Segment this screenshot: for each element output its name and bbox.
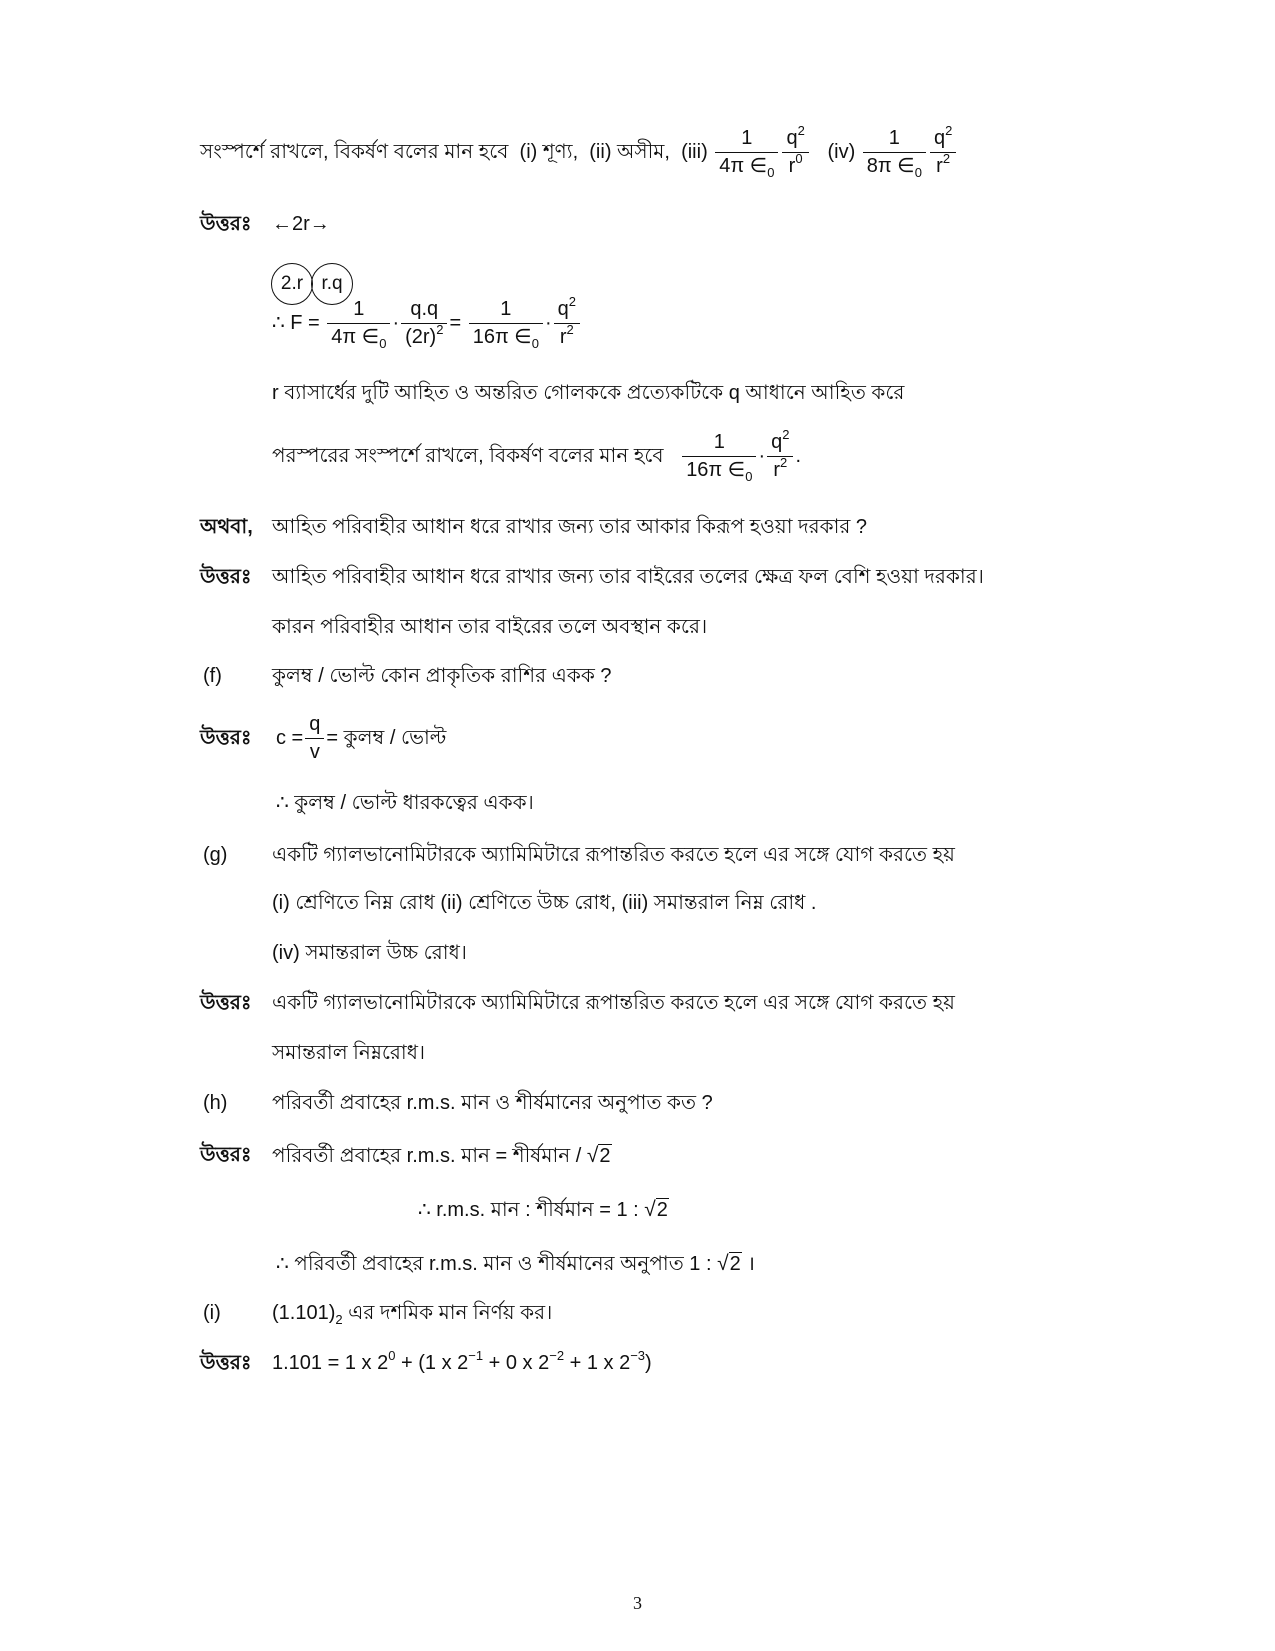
or-label: অথবা, (200, 516, 253, 538)
capacitance-equation: c = $\frac{q}{v}$ = কুলম্ব / ভোল্ট (276, 713, 447, 763)
sphere-right: r.q (311, 263, 353, 305)
question-f-conclusion: ∴ কুলম্ব / ভোল্ট ধারকত্বের একক। (276, 792, 534, 814)
answer-e-line1: r ব্যাসার্ধের দুটি আহিত ও অন্তরিত গোলককে প্রত্যেকটিকে q আধানে আহিত করে (272, 382, 905, 404)
question-h-answer1: পরিবর্তী প্রবাহের r.m.s. মান = শীর্ষমান / √2 (272, 1144, 611, 1167)
fraction: $\frac{q^2}{r^0}$ (782, 128, 808, 177)
fraction: $\frac{1}{4\pi \in_0}$ (715, 128, 778, 177)
question-h-answer2: ∴ r.m.s. মান : শীর্ষমান = 1 : √2 (418, 1198, 668, 1221)
answer-label: উত্তরঃ (200, 1352, 252, 1374)
answer-label: উত্তরঃ (200, 727, 252, 749)
binary-expansion: 1.101 = 1 x $2^0 + (1$ x $2^{-1} + 0$ x $2^{-2} + 1$ x $2^{-3}$) (272, 1348, 652, 1374)
fraction: $\frac{1}{8\pi \in_0}$ (863, 128, 926, 177)
option-iii: (iii) (681, 140, 708, 163)
question-e-text: সংস্পর্শে রাখলে, বিকর্ষণ বলের মান হবে (200, 140, 509, 163)
answer-e-line2: পরস্পরের সংস্পর্শে রাখলে, বিকর্ষণ বলের মান হবে $\frac{1}{16\pi \in_0}$ · $\frac{q^2}{r^2}$ . (272, 427, 802, 484)
answer-label: উত্তরঃ (200, 992, 252, 1014)
diameter-arrow: ←2r→ (272, 213, 330, 235)
question-h-label: (h) (203, 1092, 228, 1114)
question-g-options1: (i) শ্রেণিতে নিম্ন রোধ (ii) শ্রেণিতে উচ্চ রোধ, (iii) সমান্তরাল নিম্ন রোধ . (272, 892, 817, 914)
answer-label: উত্তরঃ (200, 1144, 252, 1166)
question-g-answer1: একটি গ্যালভানোমিটারকে অ্যামিমিটারে রূপান্তরিত করতে হলে এর সঙ্গে যোগ করতে হয় (272, 992, 955, 1014)
force-equation: ∴ F = $\frac{1}{4\pi \in_0}$ · $\frac{q.q}{(2r)^2}$ = $\frac{1}{16\pi \in_0}$ · $\frac{q^2}{r^2}$ (272, 299, 582, 348)
question-h-text: পরিবর্তী প্রবাহের r.m.s. মান ও শীর্ষমানের অনুপাত কত ? (272, 1092, 713, 1114)
question-i-text: $(1.101)_2$ এর দশমিক মান নির্ণয় কর। (272, 1302, 553, 1327)
answer-label: উত্তরঃ (200, 213, 252, 235)
question-g-answer2: সমান্তরাল নিম্নরোধ। (272, 1042, 426, 1064)
question-g-text: একটি গ্যালভানোমিটারকে অ্যামিমিটারে রূপান্তরিত করতে হলে এর সঙ্গে যোগ করতে হয় (272, 844, 955, 866)
answer-label: উত্তরঃ (200, 566, 252, 588)
option-ii: (ii) অসীম, (589, 140, 670, 163)
question-h-answer3: ∴ পরিবর্তী প্রবাহের r.m.s. মান ও শীর্ষমানের অনুপাত 1 : √2 । (276, 1252, 755, 1275)
question-f-text: কুলম্ব / ভোল্ট কোন প্রাকৃতিক রাশির একক ? (272, 665, 612, 687)
question-e-line (200, 123, 958, 180)
question-f-label: (f) (203, 665, 222, 687)
or-answer-line1: আহিত পরিবাহীর আধান ধরে রাখার জন্য তার বাইরের তলের ক্ষেত্র ফল বেশি হওয়া দরকার। (272, 566, 984, 588)
or-question: আহিত পরিবাহীর আধান ধরে রাখার জন্য তার আকার কিরূপ হওয়া দরকার ? (272, 516, 868, 538)
sqrt-symbol: √2 (586, 1144, 611, 1167)
option-iv: (iv) (827, 140, 856, 163)
fraction: $\frac{q^2}{r^2}$ (930, 128, 956, 177)
or-answer-line2: কারন পরিবাহীর আধান তার বাইরের তলে অবস্থান করে। (272, 616, 708, 638)
question-g-options2: (iv) সমান্তরাল উচ্চ রোধ। (272, 942, 467, 964)
question-i-label: (i) (203, 1302, 221, 1324)
question-g-label: (g) (203, 844, 228, 866)
page-number: 3 (633, 1593, 642, 1613)
option-i: (i) শূণ্য, (519, 140, 579, 163)
sphere-left: 2.r (271, 263, 313, 305)
